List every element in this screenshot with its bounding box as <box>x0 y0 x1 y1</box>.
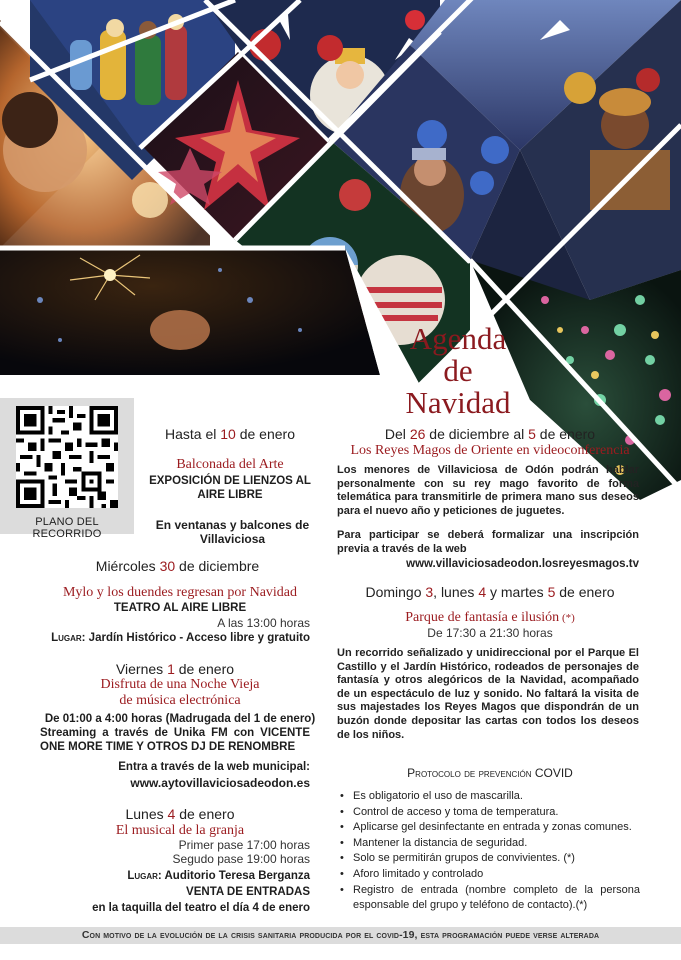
event-tickets-1: VENTA DE ENTRADAS <box>186 886 310 898</box>
event-place <box>60 869 310 883</box>
list-item: • Aforo limitado y controlado <box>337 867 640 883</box>
event-time-1: Primer pase 17:00 horas <box>178 838 310 852</box>
heading-number: 4 <box>478 584 487 600</box>
title-line-1: Agenda <box>409 321 507 356</box>
event-description: Un recorrido señalizado y unidireccional por el Parque El Castillo y el Jardín Histórico, rodeados de personajes de fantasía y otros alegóricos de la Navidad, acompañado de un espectáculo de luz y sonido. No faltará la visita de sus majestades los Reyes Magos que dispondrán de un buzón donde depositar las cartas con todos los deseos de los niños. <box>337 647 639 741</box>
heading-text: Viernes <box>115 661 168 677</box>
event-time: A las 13:00 horas <box>217 616 310 630</box>
protocol-title-covid: COVID <box>531 766 573 780</box>
heading-text: , lunes <box>433 584 479 600</box>
heading-number: 4 <box>167 806 176 822</box>
event-web-intro: Entra a través de la web municipal: <box>118 761 310 773</box>
qr-panel <box>0 398 134 540</box>
heading-text: Miércoles <box>95 558 160 574</box>
event-subtitle: TEATRO AL AIRE LIBRE <box>113 602 247 614</box>
event-stream: Streaming a través de Unika FM con VICENTE ONE MORE TIME Y OTROS DJ DE RENOMBRE <box>40 727 310 753</box>
list-item: • Control de acceso y toma de temperatura. <box>337 805 640 821</box>
event-name-line2: de música electrónica <box>119 693 241 708</box>
event-name: El musical de la granja <box>115 823 245 838</box>
event-heading <box>150 425 310 443</box>
heading-text: Del <box>384 426 410 442</box>
list-item: • Mantener la distancia de seguridad. <box>337 836 640 852</box>
heading-number: 26 <box>409 426 426 442</box>
place-label: Lugar: <box>127 870 162 882</box>
event-name: Los Reyes Magos de Oriente en videoconferencia <box>350 443 630 458</box>
list-item: • Solo se permitirán grupos de convivientes. (*) <box>337 851 640 867</box>
heading-text: de enero <box>175 806 235 822</box>
heading-number: 10 <box>220 426 236 442</box>
list-item: • Aplicarse gel desinfectante en entrada y zonas comunes. <box>337 820 640 836</box>
event-heading <box>70 557 285 575</box>
event-name-text: Parque de fantasía e ilusión <box>405 610 560 625</box>
place-label: Lugar: <box>51 632 86 644</box>
heading-text: de enero <box>174 661 235 677</box>
heading-text: de diciembre al <box>425 426 529 442</box>
heading-number: 30 <box>159 558 176 574</box>
protocol-title <box>340 766 640 780</box>
event-heading <box>80 660 270 678</box>
event-heading <box>340 583 640 601</box>
event-registration: Para participar se deberá formalizar una inscripción previa a través de la web <box>337 529 639 555</box>
list-item: • Es obligatorio el uso de mascarilla. <box>337 789 640 805</box>
event-time: De 17:30 a 21:30 horas <box>427 626 553 640</box>
place-value: Jardín Histórico - Acceso libre y gratuito <box>85 632 310 644</box>
event-detail: En ventanas y balcones de Villaviciosa <box>155 518 310 546</box>
event-name-line1: Disfruta de una Noche Vieja <box>100 677 260 692</box>
footer-notice: Con motivo de la evolución de la crisis sanitaria producida por el covid-19, esta programación puede verse alterada <box>0 927 681 944</box>
event-time: De 01:00 a 4:00 horas (Madrugada del 1 de enero) <box>44 713 316 725</box>
event-time-2: Segudo pase 19:00 horas <box>172 852 310 866</box>
heading-number: 1 <box>167 661 175 677</box>
event-name: Balconada del Arte <box>176 457 284 472</box>
event-tickets-2: en la taquilla del teatro el día 4 de enero <box>92 902 310 914</box>
event-web-link[interactable]: www.aytovillaviciosadeodon.es <box>130 776 310 790</box>
event-heading <box>360 425 620 443</box>
event-heading <box>100 805 260 823</box>
event-web-link[interactable]: www.villaviciosadeodon.losreyesmagos.tv <box>406 558 639 570</box>
event-subtitle: EXPOSICIÓN DE LIENZOS AL AIRE LIBRE <box>149 475 311 501</box>
heading-text: Lunes <box>125 806 168 822</box>
protocol-title-text: Protocolo de prevención <box>407 766 532 780</box>
heading-number: 3 <box>425 584 434 600</box>
protocol-list <box>337 789 640 914</box>
heading-text: de enero <box>555 584 615 600</box>
heading-number: 5 <box>528 426 536 442</box>
heading-text: de enero <box>235 426 295 442</box>
event-name: Mylo y los duendes regresan por Navidad <box>62 585 298 600</box>
qr-code-icon[interactable] <box>16 406 118 508</box>
qr-label: PLANO DEL RECORRIDO <box>32 516 102 540</box>
title-line-2: de Navidad <box>405 353 511 420</box>
event-name <box>360 610 620 626</box>
event-description: Los menores de Villaviciosa de Odón podrán hablar personalmente con su rey mago favorito de forma telemática para transmitirle de primera mano sus deseos para el nuevo año y peticiones de juguetes. <box>337 464 639 517</box>
heading-text: Hasta el <box>165 426 221 442</box>
heading-text: Domingo <box>365 584 426 600</box>
list-item: • Registro de entrada (nombre completo de la persona esponsable del grupo y teléfono de contacto).(*) <box>337 883 640 914</box>
event-place <box>40 631 310 645</box>
heading-text: y martes <box>486 584 548 600</box>
place-value: Auditorio Teresa Berganza <box>161 870 310 882</box>
heading-number: 5 <box>547 584 556 600</box>
heading-text: de enero <box>535 426 596 442</box>
poster-title <box>388 323 528 419</box>
event-name-note: (*) <box>559 612 575 624</box>
heading-text: de diciembre <box>175 558 260 574</box>
